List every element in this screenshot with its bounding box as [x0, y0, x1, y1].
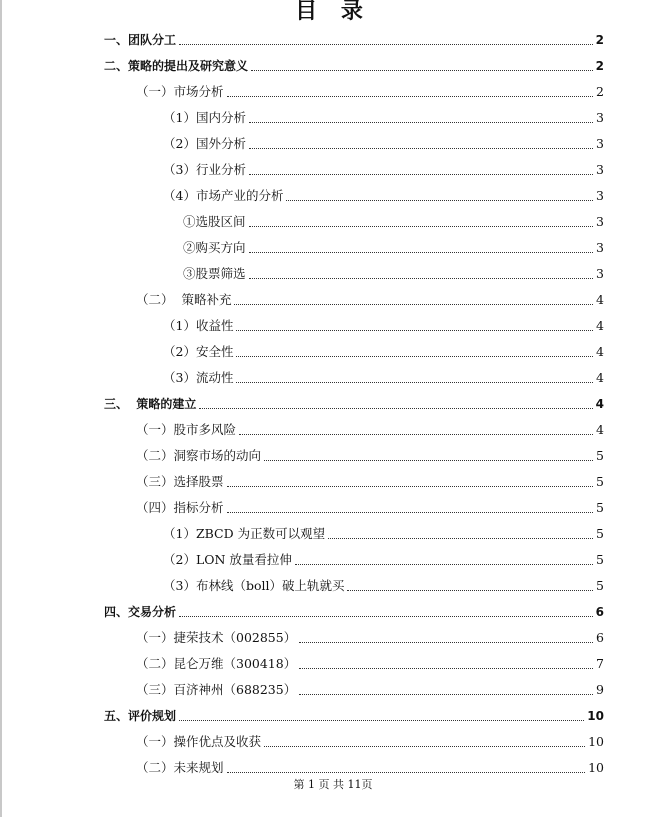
toc-entry-page: 5: [596, 500, 604, 515]
dot-leader: [227, 772, 586, 773]
toc-entry-label: ③股票筛选: [183, 266, 246, 281]
dot-leader: [227, 96, 593, 97]
dot-leader: [347, 590, 593, 591]
toc-entry-label: 一、团队分工: [104, 33, 177, 47]
toc-entry-label: （3）行业分析: [163, 162, 246, 177]
toc-entry-page: 3: [596, 188, 604, 203]
toc-entry-label: 五、评价规划: [104, 709, 177, 723]
toc-entry[interactable]: [0, 498, 604, 518]
page-title: 目 录: [295, 0, 371, 24]
toc-entry[interactable]: [0, 30, 604, 50]
toc-entry-label: （一）捷荣技术（002855）: [136, 630, 297, 645]
toc-entry-label: （3）布林线（boll）破上轨就买: [163, 578, 345, 593]
toc-entry-page: 3: [596, 110, 604, 125]
toc-entry-page: 10: [587, 709, 604, 723]
toc-entry[interactable]: [0, 290, 604, 310]
dot-leader: [179, 616, 593, 617]
dot-leader: [264, 746, 585, 747]
toc-entry-page: 3: [596, 136, 604, 151]
toc-entry-label: 三、 策略的建立: [104, 397, 197, 411]
toc-entry[interactable]: [0, 264, 604, 284]
toc-entry-page: 7: [596, 656, 604, 671]
dot-leader: [249, 174, 593, 175]
toc-entry-label: （二） 策略补充: [136, 292, 232, 307]
dot-leader: [239, 434, 593, 435]
toc-entry-label: （二）未来规划: [136, 760, 224, 775]
dot-leader: [299, 642, 593, 643]
toc-entry[interactable]: [0, 628, 604, 648]
toc-entry-label: （3）流动性: [163, 370, 234, 385]
toc-entry-label: （2）LON 放量看拉伸: [163, 552, 292, 567]
toc-entry-label: （1）ZBCD 为正数可以观望: [163, 526, 326, 541]
dot-leader: [249, 226, 593, 227]
toc-entry[interactable]: [0, 732, 604, 752]
toc-entry-page: 4: [596, 370, 604, 385]
dot-leader: [286, 200, 593, 201]
toc-entry-label: 四、交易分析: [104, 605, 177, 619]
toc-entry-label: （一）市场分析: [136, 84, 224, 99]
toc-entry[interactable]: [0, 108, 604, 128]
toc-entry-page: 3: [596, 162, 604, 177]
dot-leader: [234, 304, 593, 305]
toc-entry-label: （2）国外分析: [163, 136, 246, 151]
dot-leader: [328, 538, 593, 539]
toc-entry-label: 二、策略的提出及研究意义: [104, 59, 249, 73]
toc-entry-page: 2: [595, 59, 604, 73]
toc-entry[interactable]: [0, 394, 604, 414]
toc-entry-page: 10: [588, 760, 604, 775]
toc-entry-page: 2: [596, 84, 604, 99]
toc-entry-page: 3: [596, 266, 604, 281]
toc-entry[interactable]: [0, 758, 604, 778]
dot-leader: [251, 70, 593, 71]
toc-entry-label: （一）操作优点及收获: [136, 734, 262, 749]
toc-entry[interactable]: [0, 524, 604, 544]
dot-leader: [179, 44, 593, 45]
toc-entry[interactable]: [0, 82, 604, 102]
toc-entry[interactable]: [0, 446, 604, 466]
toc-entry[interactable]: [0, 680, 604, 700]
dot-leader: [249, 252, 593, 253]
dot-leader: [227, 486, 593, 487]
toc-entry[interactable]: [0, 212, 604, 232]
toc-entry[interactable]: [0, 134, 604, 154]
dot-leader: [236, 356, 593, 357]
dot-leader: [295, 564, 593, 565]
toc-entry-page: 4: [596, 422, 604, 437]
dot-leader: [236, 382, 593, 383]
toc-entry[interactable]: [0, 238, 604, 258]
dot-leader: [179, 720, 584, 721]
toc-entry-label: （1）收益性: [163, 318, 234, 333]
dot-leader: [264, 460, 593, 461]
toc-entry-page: 4: [596, 344, 604, 359]
toc-entry-label: （三）选择股票: [136, 474, 224, 489]
toc-entry-label: （1）国内分析: [163, 110, 246, 125]
toc-entry-label: ①选股区间: [183, 214, 246, 229]
dot-leader: [236, 330, 593, 331]
dot-leader: [199, 408, 592, 409]
dot-leader: [249, 148, 593, 149]
toc-entry[interactable]: [0, 186, 604, 206]
toc-entry[interactable]: [0, 56, 604, 76]
toc-entry-page: 6: [595, 605, 604, 619]
toc-entry-page: 6: [596, 630, 604, 645]
toc-entry[interactable]: [0, 654, 604, 674]
toc-entry[interactable]: [0, 342, 604, 362]
dot-leader: [227, 512, 593, 513]
toc-entry[interactable]: [0, 316, 604, 336]
toc-entry-page: 5: [596, 526, 604, 541]
toc-entry-page: 5: [596, 474, 604, 489]
toc-entry[interactable]: [0, 420, 604, 440]
toc-entry-page: 4: [596, 292, 604, 307]
toc-entry-label: （2）安全性: [163, 344, 234, 359]
toc-entry-page: 3: [596, 240, 604, 255]
dot-leader: [249, 278, 593, 279]
dot-leader: [299, 694, 593, 695]
toc-entry-page: 5: [596, 578, 604, 593]
dot-leader: [249, 122, 593, 123]
toc-entry-page: 10: [588, 734, 604, 749]
dot-leader: [299, 668, 593, 669]
toc-entry-page: 5: [596, 552, 604, 567]
toc-entry-page: 3: [596, 214, 604, 229]
toc-entry-label: （二）昆仑万维（300418）: [136, 656, 297, 671]
toc-entry[interactable]: [0, 576, 604, 596]
toc-entry[interactable]: [0, 368, 604, 388]
toc-entry-label: （一）股市多风险: [136, 422, 237, 437]
toc-entry-page: 5: [596, 448, 604, 463]
toc-entry-page: 4: [596, 318, 604, 333]
toc-entry[interactable]: [0, 706, 604, 726]
toc-entry-label: （二）洞察市场的动向: [136, 448, 262, 463]
toc-entry[interactable]: [0, 602, 604, 622]
toc-entry[interactable]: [0, 160, 604, 180]
toc-entry-page: 9: [596, 682, 604, 697]
toc-entry-page: 4: [595, 397, 604, 411]
page-footer: 第 1 页 共 11页: [293, 778, 373, 791]
toc-entry[interactable]: [0, 550, 604, 570]
toc-entry-label: （三）百济神州（688235）: [136, 682, 297, 697]
toc-entry-label: （4）市场产业的分析: [163, 188, 284, 203]
toc-entry-label: ②购买方向: [183, 240, 246, 255]
toc-entry[interactable]: [0, 472, 604, 492]
toc-entry-page: 2: [595, 33, 604, 47]
toc-entry-label: （四）指标分析: [136, 500, 224, 515]
